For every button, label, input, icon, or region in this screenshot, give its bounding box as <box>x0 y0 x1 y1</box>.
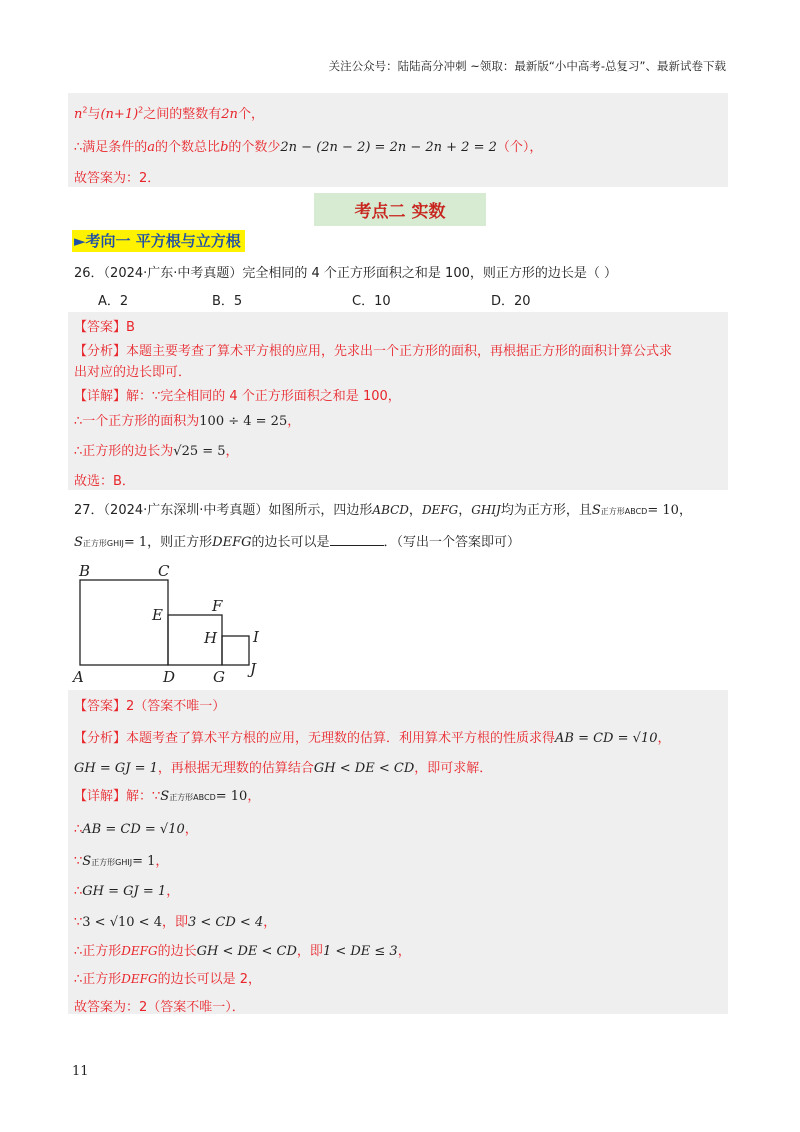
q27-detail-1: 【详解】解：∵S正方形ABCD= 10， <box>74 789 261 804</box>
q26-option-c: C．10 <box>352 294 391 309</box>
q26-stem: 26．（2024·广东·中考真题）完全相同的 4 个正方形面积之和是 100，则正方形的边长是（ ） <box>74 266 618 281</box>
prev-line-1: $n^2$与$(n+1)^2$之间的整数有2n个， <box>74 105 264 122</box>
q26-analysis-2: 出对应的边长即可． <box>74 365 192 380</box>
topic-title: ►考向一 平方根与立方根 <box>72 230 245 252</box>
q27-stem-2: S正方形GHIJ= 1，则正方形DEFG的边长可以是 ．（写出一个答案即可） <box>74 535 521 550</box>
q26-option-a: A．2 <box>98 294 129 309</box>
q26-answer: 【答案】B <box>74 320 135 335</box>
label-f: F <box>212 597 223 615</box>
q27-answer: 【答案】2（答案不唯一） <box>74 699 226 714</box>
q27-detail-4: ∴GH = GJ = 1， <box>74 884 180 899</box>
label-c: C <box>158 562 170 580</box>
page-header: 关注公众号：陆陆高分冲刺 ~领取：最新版“小中高考-总复习”、最新试卷下载 <box>328 59 726 73</box>
page-number: 11 <box>72 1064 89 1079</box>
label-b: B <box>79 562 91 580</box>
q27-detail-6: ∴正方形DEFG的边长GH < DE < CD，即1 < DE ≤ 3， <box>74 944 411 959</box>
q27-final: 故答案为：2（答案不唯一）． <box>74 1000 245 1015</box>
q26-analysis-1: 【分析】本题主要考查了算术平方根的应用，先求出一个正方形的面积，再根据正方形的面积计算公式求 <box>74 344 673 359</box>
section-title: 考点二 实数 <box>314 193 486 226</box>
q27-detail-2: ∴AB = CD = √10， <box>74 822 198 837</box>
label-g: G <box>213 668 225 686</box>
label-e: E <box>152 606 163 624</box>
q27-stem-1: 27．（2024·广东深圳·中考真题）如图所示，四边形ABCD，DEFG，GHIJ均为正方形，且S正方形ABCD= 10， <box>74 503 692 518</box>
q27-analysis-1: 【分析】本题考查了算术平方根的应用，无理数的估算．利用算术平方根的性质求得AB = CD = √10， <box>74 731 671 746</box>
q26-choose: 故选：B． <box>74 474 135 489</box>
label-d: D <box>163 668 176 686</box>
label-i: I <box>253 628 259 646</box>
q27-detail-3: ∵S正方形GHIJ= 1， <box>74 854 169 869</box>
label-a: A <box>73 668 84 686</box>
prev-line-2: ∴满足条件的a的个数总比b的个数少2n − (2n − 2) = 2n − 2n + 2 = 2（个）， <box>74 140 543 155</box>
squares-figure <box>70 558 270 688</box>
q27-analysis-2: GH = GJ = 1，再根据无理数的估算结合GH < DE < CD，即可求解． <box>74 761 493 776</box>
q26-option-b: B．5 <box>212 294 243 309</box>
prev-answer: 故答案为：2． <box>74 171 161 186</box>
q27-detail-7: ∴正方形DEFG的边长可以是 2， <box>74 972 261 987</box>
q26-detail-1: 【详解】解：∵完全相同的 4 个正方形面积之和是 100， <box>74 389 401 404</box>
label-j: J <box>250 660 257 678</box>
q27-detail-5: ∵3 < √10 < 4，即3 < CD < 4， <box>74 915 277 930</box>
q26-option-d: D．20 <box>491 294 531 309</box>
answer-blank <box>330 533 384 546</box>
label-h: H <box>204 629 218 647</box>
q26-detail-3: ∴正方形的边长为√25 = 5， <box>74 444 239 459</box>
q26-detail-2: ∴一个正方形的面积为100 ÷ 4 = 25， <box>74 414 301 429</box>
square-ghij <box>222 636 249 665</box>
